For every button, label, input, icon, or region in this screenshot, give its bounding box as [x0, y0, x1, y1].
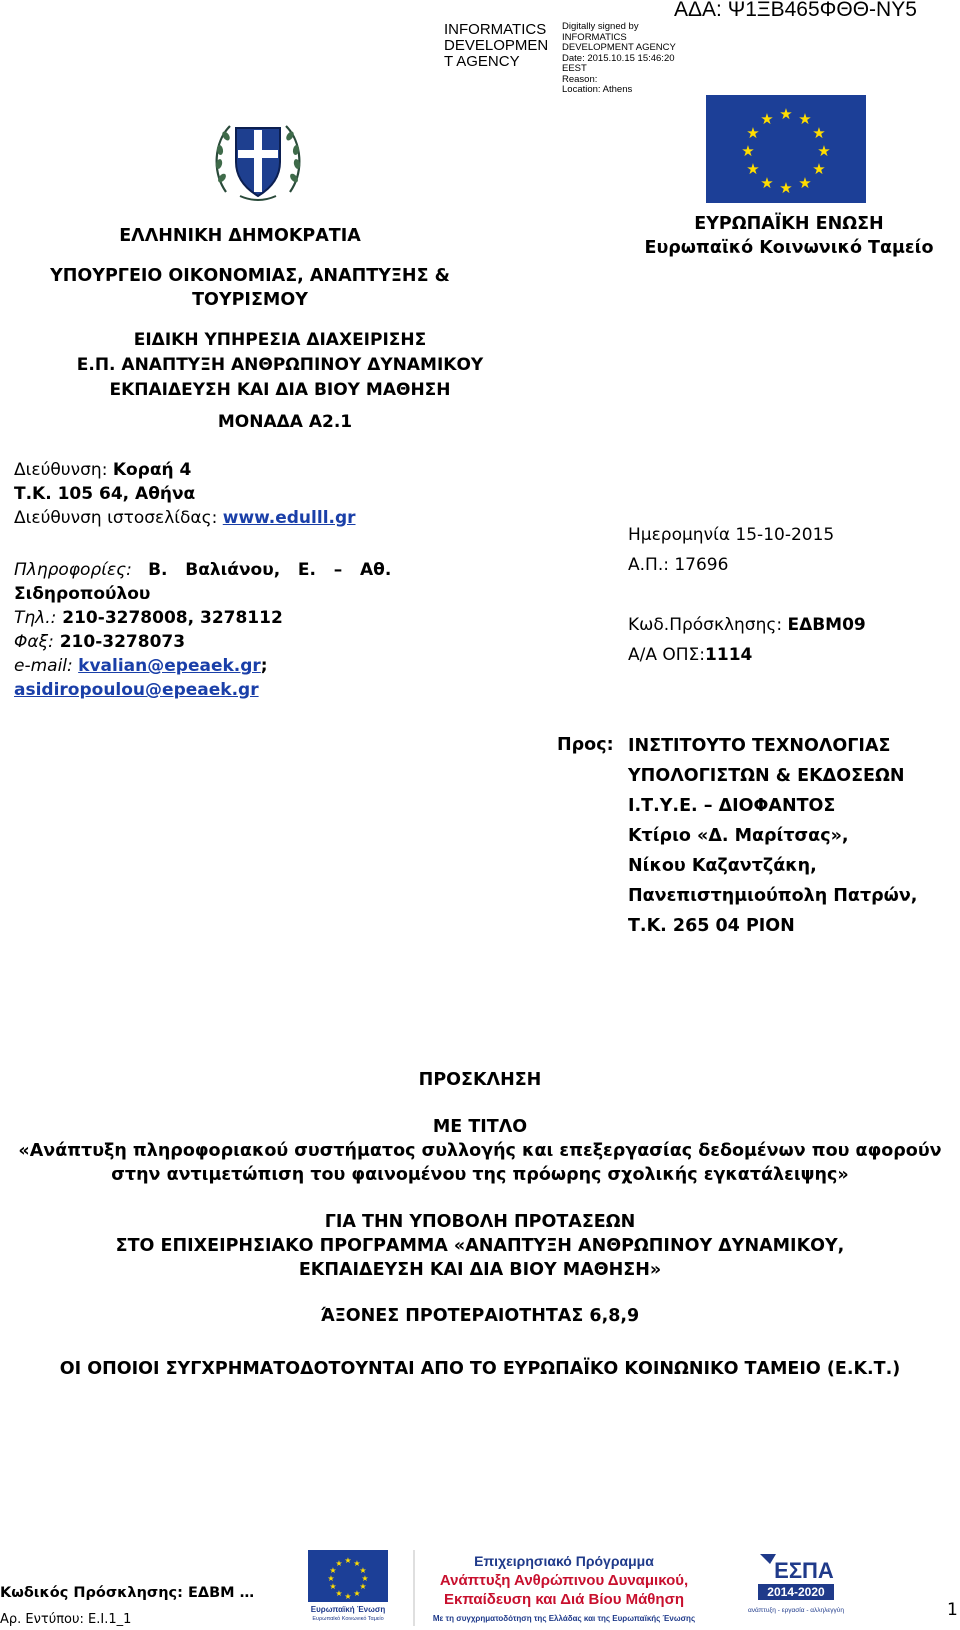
header-ministry [20, 264, 480, 312]
info-label: Πληροφορίες: [14, 560, 132, 580]
title-line-1: «Ανάπτυξη πληροφοριακού συστήματος συλλογής και επεξεργασίας δεδομένων που αφορούν [18, 1141, 942, 1161]
email-link-2[interactable]: asidiropoulou@epeaek.gr [14, 680, 259, 700]
phone-line [14, 606, 283, 630]
signer-line: INFORMATICS [444, 21, 547, 38]
addressee-line: ΥΠΟΛΟΓΙΣΤΩΝ & ΕΚΔΟΣΕΩΝ [628, 766, 905, 786]
service-line-2: Ε.Π. ΑΝΑΠΤΥΞΗ ΑΝΘΡΩΠΙΝΟΥ ΔΥΝΑΜΙΚΟΥ [76, 355, 484, 375]
info-line [14, 558, 391, 582]
email-line [14, 654, 268, 678]
signature-detail-line: Location: Athens [562, 84, 633, 95]
submission-line-3: ΕΚΠΑΙΔΕΥΣΗ ΚΑΙ ΔΙΑ ΒΙΟΥ ΜΑΘΗΣΗ» [298, 1260, 662, 1280]
eu-logo-line-1: Ευρωπαϊκή Ένωση [310, 1605, 386, 1614]
svg-text:★: ★ [329, 1566, 337, 1575]
operational-programme-logo-icon [414, 1550, 714, 1626]
footer-call-code: Κωδικός Πρόσκλησης: ΕΔΒΜ … [0, 1585, 255, 1601]
svg-text:★: ★ [361, 1574, 369, 1583]
website-label: Διεύθυνση ιστοσελίδας: [14, 508, 223, 528]
postcode: Τ.Κ. 105 64, Αθήνα [14, 484, 196, 504]
email-line-2 [14, 678, 259, 702]
op-line-2: Ανάπτυξη Ανθρώπινου Δυναμικού, [439, 1572, 689, 1589]
svg-text:★: ★ [335, 1559, 343, 1568]
call-code-value: ΕΔΒΜ09 [787, 615, 866, 635]
fund-name: Ευρωπαϊκό Κοινωνικό Ταμείο [644, 238, 934, 258]
eu-name: ΕΥΡΩΠΑΪΚΗ ΕΝΩΣΗ [694, 214, 884, 234]
signature-detail-line: INFORMATICS [562, 31, 627, 43]
address-value: Κοραή 4 [112, 460, 192, 480]
eu-logo-line-2: Ευρωπαϊκό Κοινωνικό Ταμείο [312, 1616, 384, 1622]
header-unit: ΜΟΝΑΔΑ Α2.1 [217, 412, 353, 432]
op-line-4: Με τη συγχρηματοδότηση της Ελλάδας και της Ευρωπαϊκής Ένωσης [432, 1614, 696, 1623]
svg-text:★: ★ [779, 105, 793, 123]
addressee-line: Κτίριο «Δ. Μαρίτσας», [628, 826, 849, 846]
svg-text:★: ★ [746, 124, 760, 142]
footer-form-number: Αρ. Εντύπου: Ε.Ι.1_1 [0, 1612, 132, 1627]
espa-logo-icon [748, 1550, 844, 1620]
svg-text:★: ★ [329, 1582, 337, 1591]
espa-name: ΕΣΠΑ [774, 1558, 834, 1583]
signature-signer [444, 22, 562, 70]
header-eu [624, 212, 954, 260]
addressee-line: Πανεπιστημιούπολη Πατρών, [628, 886, 918, 906]
svg-text:★: ★ [812, 160, 826, 178]
signature-detail-line: Reason: [562, 73, 598, 85]
submission-line-1: ΓΙΑ ΤΗΝ ΥΠΟΒΟΛΗ ΠΡΟΤΑΣΕΩΝ [324, 1212, 636, 1232]
title-label: ΜΕ ΤΙΤΛΟ [432, 1117, 528, 1137]
website-link[interactable]: www.edulll.gr [222, 508, 356, 528]
email-link-1[interactable]: kvalian@epeaek.gr [78, 656, 261, 676]
signature-detail-line: Digitally signed by [562, 21, 639, 32]
phone-label: Τηλ.: [14, 608, 57, 628]
email-label: e-mail: [14, 656, 79, 676]
fax-value: 210-3278073 [53, 632, 186, 652]
eu-flag-icon [706, 95, 866, 203]
addressee-line: Νίκου Καζαντζάκη, [628, 856, 817, 876]
signature-details [562, 22, 712, 96]
ops-label: Α/Α ΟΠΣ: [628, 645, 706, 665]
page-number: 1 [947, 1600, 958, 1620]
svg-text:★: ★ [798, 174, 812, 192]
fax-label: Φαξ: [14, 632, 54, 652]
signature-detail-line: EEST [562, 63, 587, 74]
cofunding-line: ΟΙ ΟΠΟΙΟΙ ΣΥΓΧΡΗΜΑΤΟΔΟΤΟΥΝΤΑΙ ΑΠΟ ΤΟ ΕΥΡΩΠΑΪΚΟ ΚΟΙΝΩΝΙΚΟ ΤΑΜΕΙΟ (Ε.Κ.Τ.) [59, 1359, 901, 1379]
call-code-label: Κωδ.Πρόσκλησης: [628, 615, 788, 635]
address-label: Διεύθυνση: [14, 460, 113, 480]
website-line [14, 506, 356, 530]
svg-text:★: ★ [327, 1574, 335, 1583]
op-line-1: Επιχειρησιακό Πρόγραμμα [474, 1553, 654, 1569]
ministry-line-1: ΥΠΟΥΡΓΕΙΟ ΟΙΚΟΝΟΜΙΑΣ, ΑΝΑΠΤΥΞΗΣ & [50, 266, 450, 286]
svg-text:★: ★ [359, 1566, 367, 1575]
svg-text:★: ★ [746, 160, 760, 178]
svg-text:★: ★ [779, 179, 793, 197]
call-code-line [628, 613, 866, 637]
submission-line-2: ΣΤΟ ΕΠΙΧΕΙΡΗΣΙΑΚΟ ΠΡΟΓΡΑΜΜΑ «ΑΝΑΠΤΥΞΗ ΑΝΘΡΩΠΙΝΟΥ ΔΥΝΑΜΙΚΟΥ, [115, 1236, 845, 1256]
fax-line [14, 630, 185, 654]
addressee-line: Ι.Τ.Υ.Ε. – ΔΙΟΦΑΝΤΟΣ [628, 796, 836, 816]
svg-text:★: ★ [335, 1589, 343, 1598]
svg-text:★: ★ [817, 142, 831, 160]
info-value: Β. Βαλιάνου, Ε. – Αθ. [148, 560, 392, 580]
info-value-cont: Σιδηροπούλου [14, 584, 151, 604]
svg-text:★: ★ [344, 1592, 352, 1601]
header-republic: ΕΛΛΗΝΙΚΗ ΔΗΜΟΚΡΑΤΙΑ [119, 226, 361, 246]
addressee-label: Προς: [557, 735, 614, 755]
signer-line: T AGENCY [444, 53, 520, 70]
svg-text:★: ★ [344, 1556, 352, 1565]
svg-text:★: ★ [760, 110, 774, 128]
doc-protocol: Α.Π.: 17696 [628, 555, 729, 575]
eu-social-fund-logo-icon [304, 1550, 392, 1622]
svg-text:★: ★ [798, 110, 812, 128]
address-line [14, 458, 191, 482]
priority-axes: ΆΞΟΝΕΣ ΠΡΟΤΕΡΑΙΟΤΗΤΑΣ 6,8,9 [320, 1306, 640, 1326]
svg-text:★: ★ [359, 1582, 367, 1591]
addressee-line: ΙΝΣΤΙΤΟΥΤΟ ΤΕΧΝΟΛΟΓΙΑΣ [628, 736, 891, 756]
service-line-3: ΕΚΠΑΙΔΕΥΣΗ ΚΑΙ ΔΙΑ ΒΙΟΥ ΜΑΘΗΣΗ [109, 380, 451, 400]
op-line-3: Εκπαίδευση και Διά Βίου Μάθηση [443, 1591, 685, 1608]
email-separator: ; [260, 656, 268, 676]
svg-text:★: ★ [353, 1559, 361, 1568]
ops-line [628, 643, 752, 667]
doc-heading: ΠΡΟΣΚΛΗΣΗ [418, 1070, 542, 1090]
service-line-1: ΕΙΔΙΚΗ ΥΠΗΡΕΣΙΑ ΔΙΑΧΕΙΡΙΣΗΣ [133, 330, 427, 350]
ministry-line-2: ΤΟΥΡΙΣΜΟΥ [192, 290, 308, 310]
addressee-line: Τ.Κ. 265 04 ΡΙΟΝ [628, 916, 795, 936]
ada-code: ΑΔΑ: Ψ1ΞΒ465ΦΘΘ-ΝΥ5 [674, 0, 917, 21]
doc-date: Ημερομηνία 15-10-2015 [628, 525, 835, 545]
signature-detail-line: Date: 2015.10.15 15:46:20 [562, 52, 675, 64]
espa-tagline: ανάπτυξη - εργασία - αλληλεγγύη [748, 1607, 844, 1614]
ops-value: 1114 [705, 645, 753, 665]
signer-line: DEVELOPMEN [444, 37, 549, 54]
espa-years: 2014-2020 [767, 1585, 825, 1599]
svg-text:★: ★ [760, 174, 774, 192]
header-service [60, 328, 500, 403]
svg-text:★: ★ [812, 124, 826, 142]
svg-text:★: ★ [741, 142, 755, 160]
greek-coat-of-arms-icon [210, 112, 306, 206]
signature-detail-line: DEVELOPMENT AGENCY [562, 42, 676, 53]
phone-value: 210-3278008, 3278112 [56, 608, 283, 628]
title-line-2: στην αντιμετώπιση του φαινομένου της πρόωρης σχολικής εγκατάλειψης» [111, 1165, 849, 1185]
svg-text:★: ★ [353, 1589, 361, 1598]
